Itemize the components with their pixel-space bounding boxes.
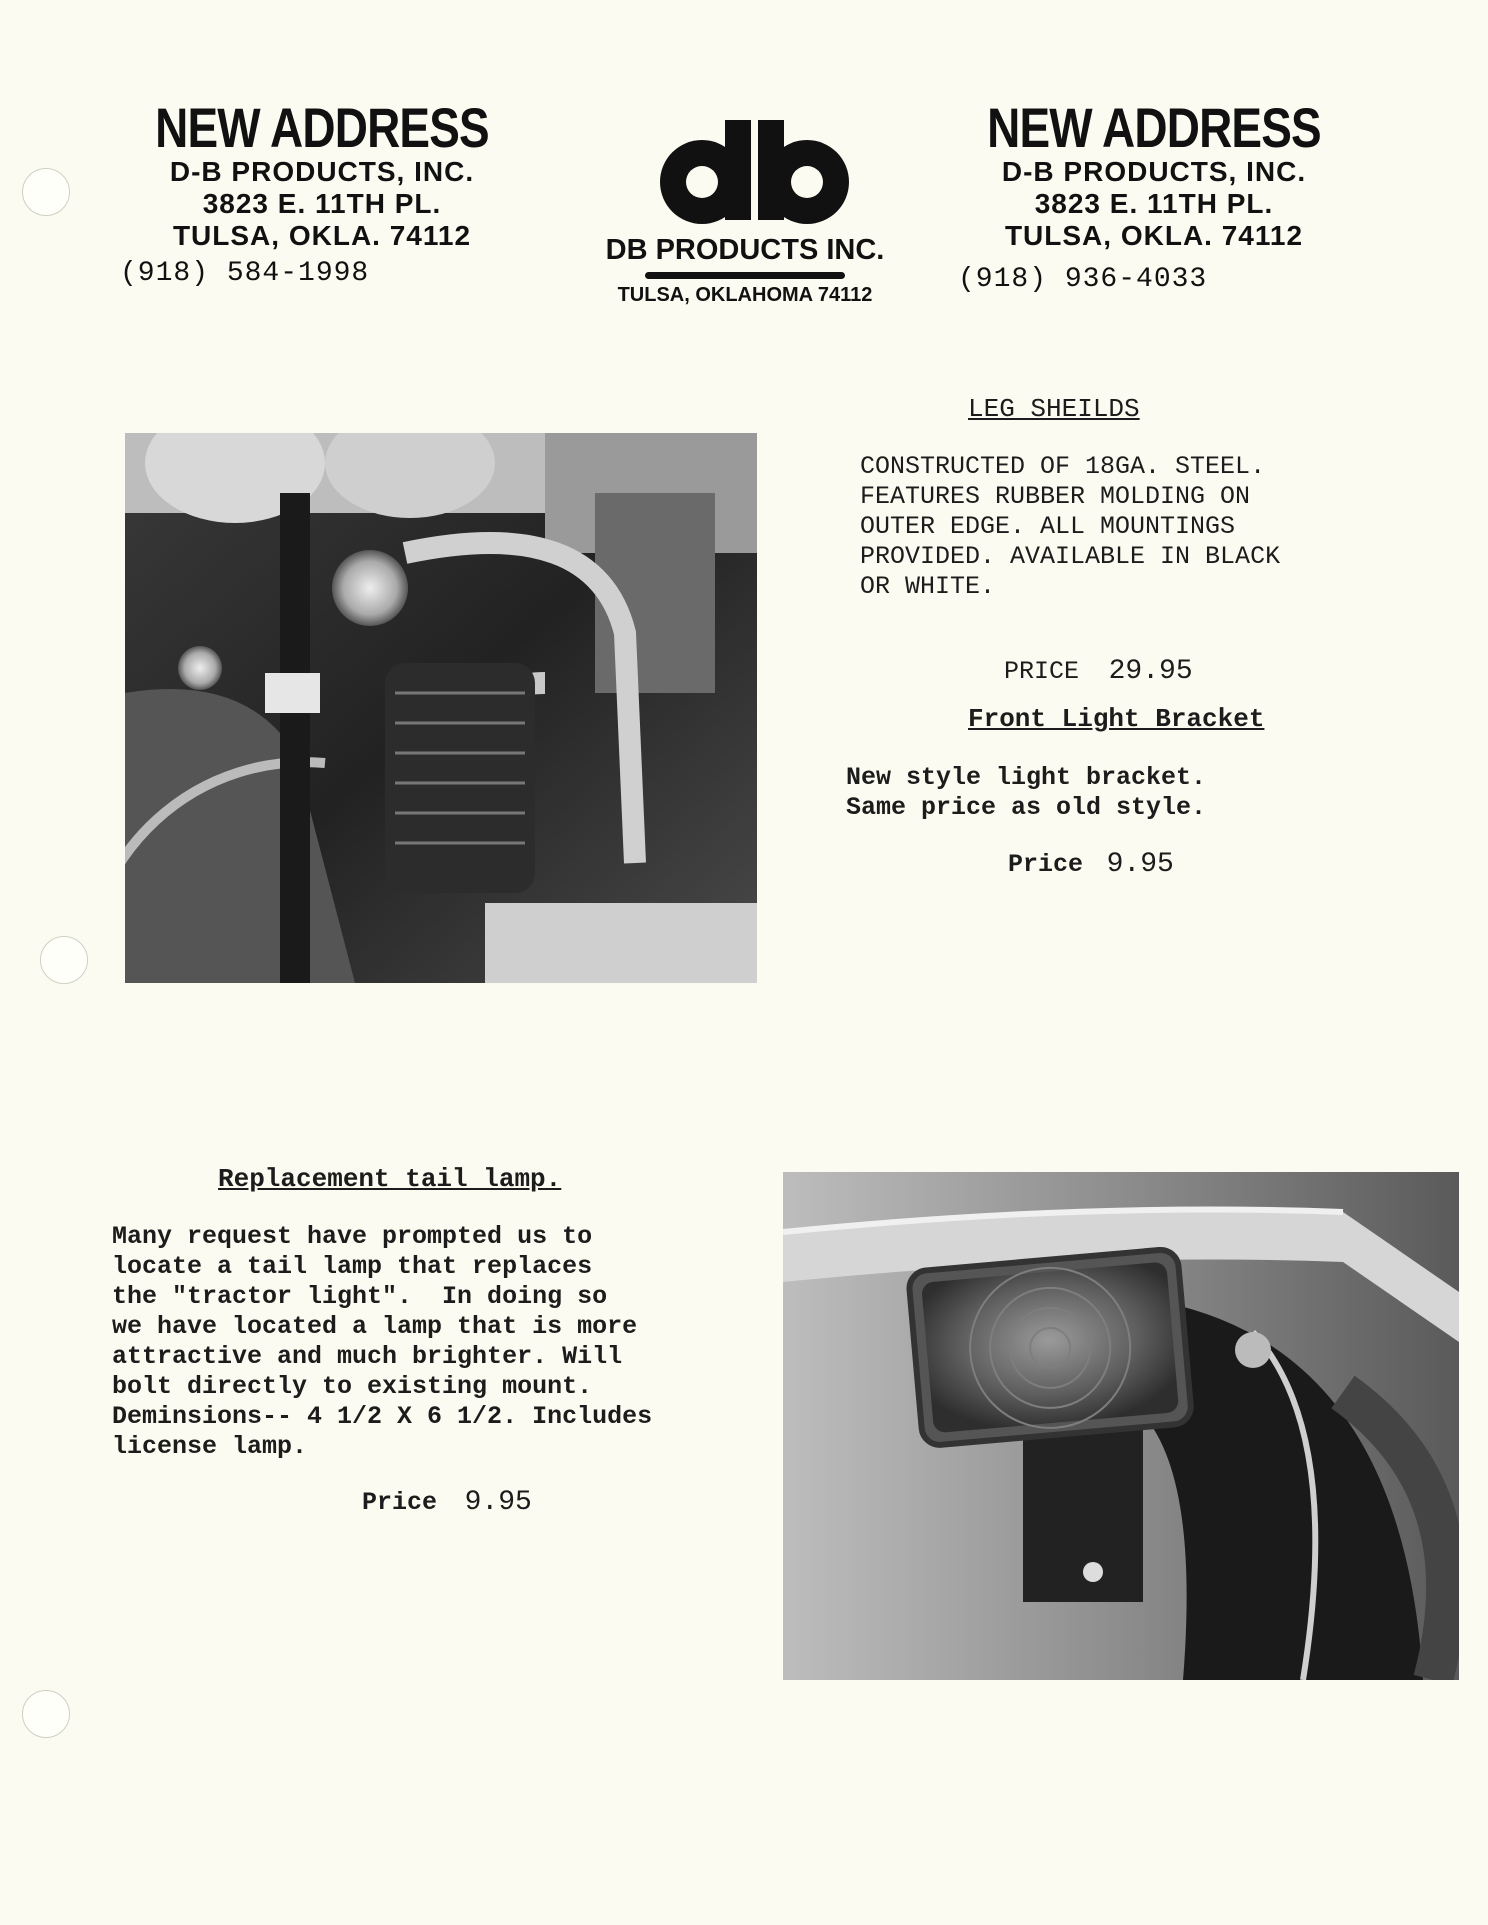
stamp-phone: (918) 584-1998: [120, 258, 370, 289]
price-value: 9.95: [464, 1487, 532, 1518]
leg-shields-price: [1004, 656, 1193, 687]
logo-company-name: DB PRODUCTS INC.: [605, 234, 885, 266]
tail-lamp-price: [362, 1488, 532, 1518]
binder-hole-top: [22, 168, 70, 216]
price-label: Price: [1008, 850, 1084, 879]
leg-shields-description: CONSTRUCTED OF 18GA. STEEL. FEATURES RUBBER MOLDING ON OUTER EDGE. ALL MOUNTINGS PROVIDED. AVAILABLE IN BLACK OR WHITE.: [860, 452, 1281, 601]
leg-shields-photo: [125, 433, 757, 983]
address-stamp-left: [112, 96, 532, 289]
front-light-bracket-title: Front Light Bracket: [968, 704, 1265, 734]
binder-hole-middle: [40, 936, 88, 984]
motorcycle-front-image: [125, 433, 757, 983]
stamp-street: 3823 E. 11TH PL.: [202, 188, 442, 219]
tail-lamp-image: [783, 1172, 1459, 1680]
stamp-street: 3823 E. 11TH PL.: [1034, 188, 1274, 219]
stamp-city: TULSA, OKLA. 74112: [172, 220, 472, 251]
binder-hole-bottom: [22, 1690, 70, 1738]
stamp-city: TULSA, OKLA. 74112: [1004, 220, 1304, 251]
price-value: 9.95: [1106, 849, 1174, 880]
tail-lamp-title: Replacement tail lamp.: [218, 1164, 562, 1194]
price-label: Price: [362, 1488, 438, 1517]
price-value: 29.95: [1108, 656, 1193, 687]
front-light-bracket-price: [1008, 850, 1174, 880]
stamp-company: D-B PRODUCTS, INC.: [169, 156, 475, 187]
stamp-phone: (918) 936-4033: [958, 264, 1208, 295]
tail-lamp-photo: [783, 1172, 1459, 1680]
company-logo: [600, 110, 890, 310]
logo-underline: [645, 272, 845, 279]
stamp-title: NEW ADDRESS: [155, 96, 489, 159]
logo-city: TULSA, OKLAHOMA 74112: [617, 284, 873, 306]
front-light-bracket-description: New style light bracket. Same price as old style.: [846, 763, 1207, 822]
stamp-company: D-B PRODUCTS, INC.: [1001, 156, 1307, 187]
tail-lamp-description: Many request have prompted us to locate a tail lamp that replaces the "tractor light". In doing so we have located a lamp that is more attractive and much brighter. Will bolt directly to existing mount. Deminsions-- 4 1/2 X 6 1/2. Includes license lamp.: [112, 1222, 653, 1461]
stamp-title: NEW ADDRESS: [987, 96, 1321, 159]
leg-shields-title: LEG SHEILDS: [968, 394, 1140, 424]
price-label: PRICE: [1004, 657, 1080, 686]
address-stamp-right: [944, 96, 1364, 295]
db-logo-icon: [600, 110, 890, 240]
